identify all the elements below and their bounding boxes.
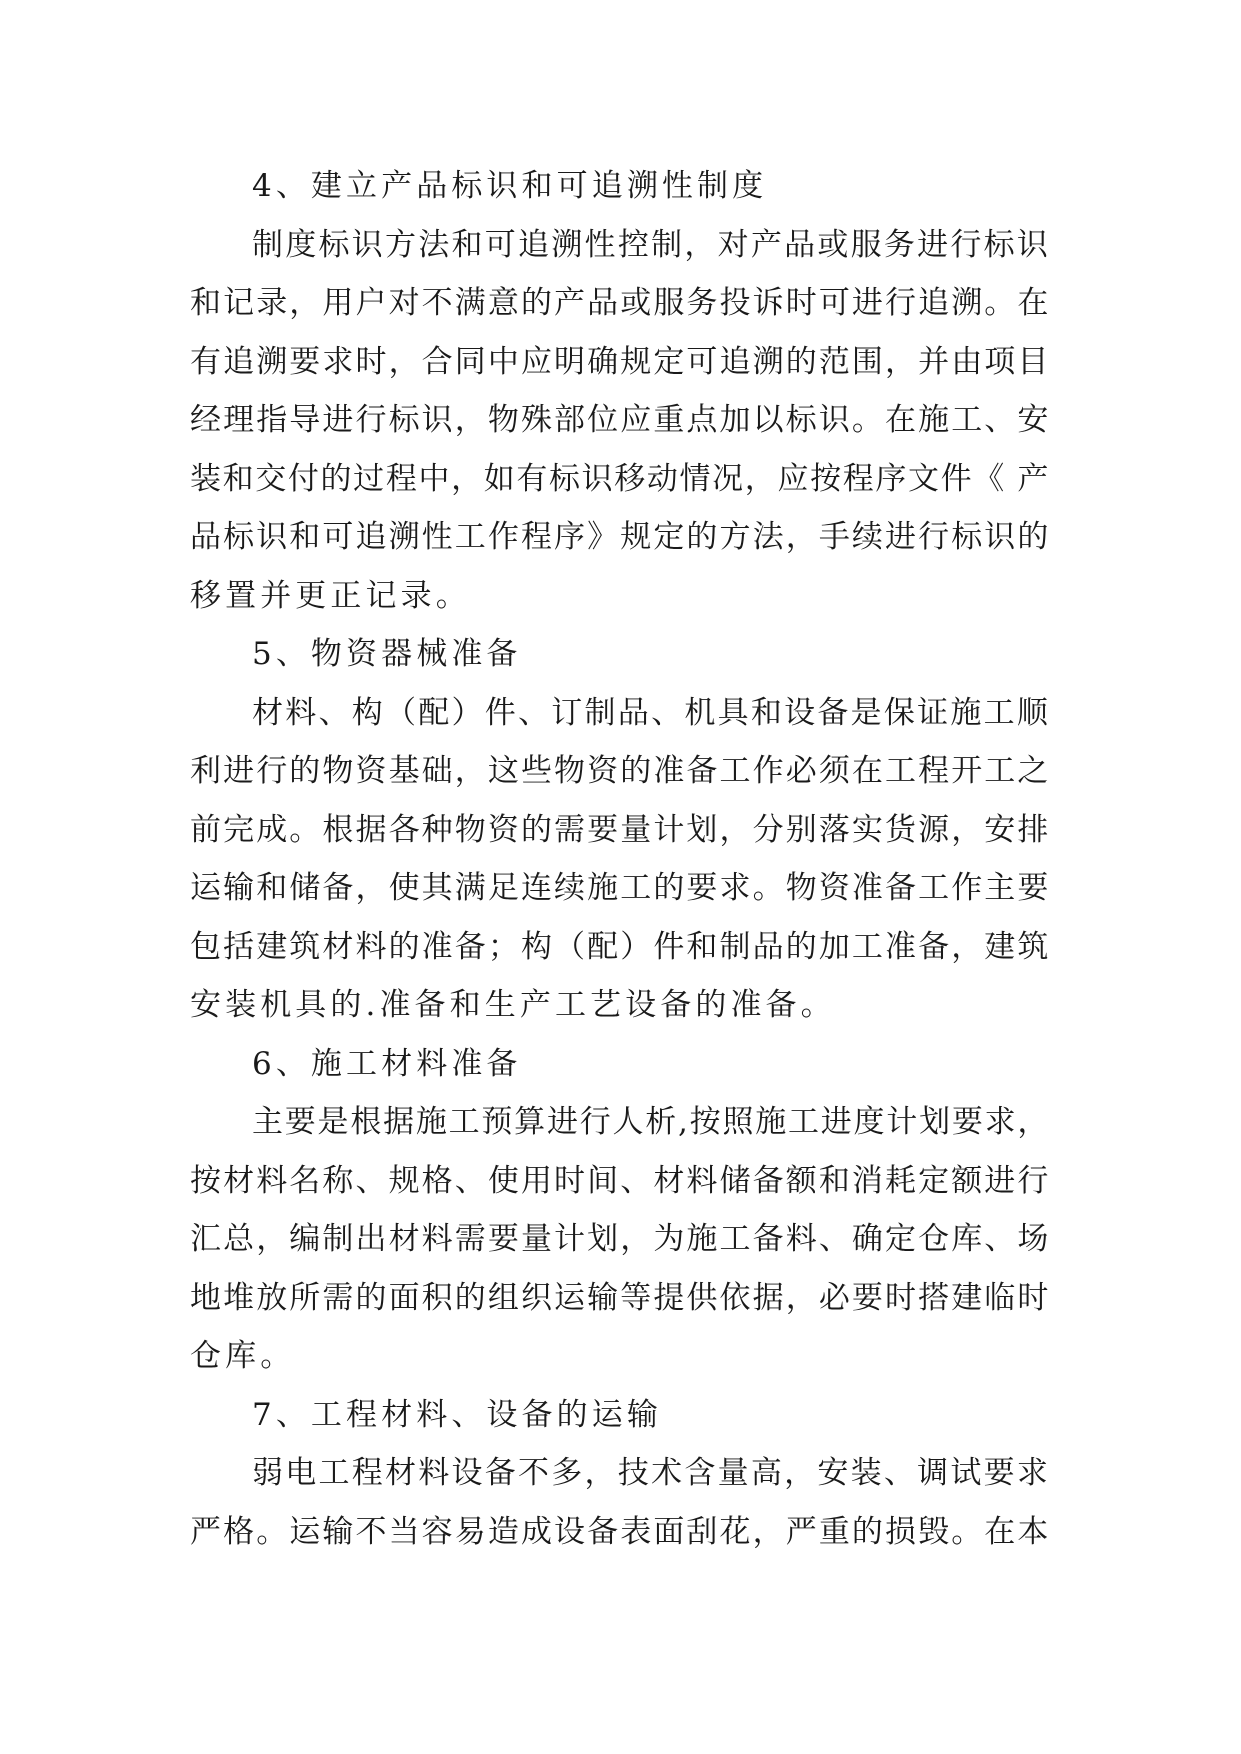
paragraph-line: 汇总，编制出材料需要量计划，为施工备料、确定仓库、场: [190, 1221, 1050, 1257]
paragraph-line: 利进行的物资基础，这些物资的准备工作必须在工程开工之: [190, 753, 1050, 789]
paragraph-line: 品标识和可追溯性工作程序》规定的方法，手续进行标识的: [190, 519, 1050, 555]
heading-6: 6、施工材料准备: [252, 1045, 522, 1082]
paragraph-line: 地堆放所需的面积的组织运输等提供依据，必要时搭建临时: [190, 1279, 1050, 1316]
paragraph-line: 安装机具的.准备和生产工艺设备的准备。: [190, 987, 836, 1023]
paragraph-line: 经理指导进行标识，物殊部位应重点加以标识。在施工、安: [190, 402, 1050, 438]
paragraph-line: 仓库。: [190, 1338, 296, 1374]
heading-7: 7、工程材料、设备的运输: [252, 1396, 662, 1433]
paragraph-line: 装和交付的过程中，如有标识移动情况，应按程序文件《 产: [190, 460, 1050, 497]
heading-4: 4、建立产品标识和可追溯性制度: [252, 168, 768, 204]
paragraph-line: 运输和储备，使其满足连续施工的要求。物资准备工作主要: [190, 870, 1050, 906]
paragraph-line: 材料、构（配）件、订制品、机具和设备是保证施工顺: [252, 694, 1050, 731]
paragraph-line: 和记录，用户对不满意的产品或服务投诉时可进行追溯。在: [190, 285, 1050, 321]
heading-5: 5、物资器械准备: [252, 636, 522, 672]
paragraph-line: 有追溯要求时，合同中应明确规定可追溯的范围，并由项目: [190, 343, 1050, 380]
paragraph-line: 弱电工程材料设备不多，技术含量高，安装、调试要求: [252, 1455, 1050, 1491]
paragraph-line: 移置并更正记录。: [190, 577, 471, 614]
paragraph-line: 前完成。根据各种物资的需要量计划，分别落实货源，安排: [190, 811, 1050, 848]
paragraph-line: 制度标识方法和可追溯性控制，对产品或服务进行标识: [252, 226, 1050, 263]
document-body: [190, 157, 1050, 1561]
paragraph-line: 按材料名称、规格、使用时间、材料储备额和消耗定额进行: [190, 1162, 1050, 1199]
paragraph-line: 主要是根据施工预算进行人析,按照施工进度计划要求，: [252, 1104, 1050, 1140]
paragraph-line: 包括建筑材料的准备；构（配）件和制品的加工准备，建筑: [190, 928, 1050, 965]
paragraph-line: 严格。运输不当容易造成设备表面刮花，严重的损毁。在本: [190, 1513, 1050, 1550]
